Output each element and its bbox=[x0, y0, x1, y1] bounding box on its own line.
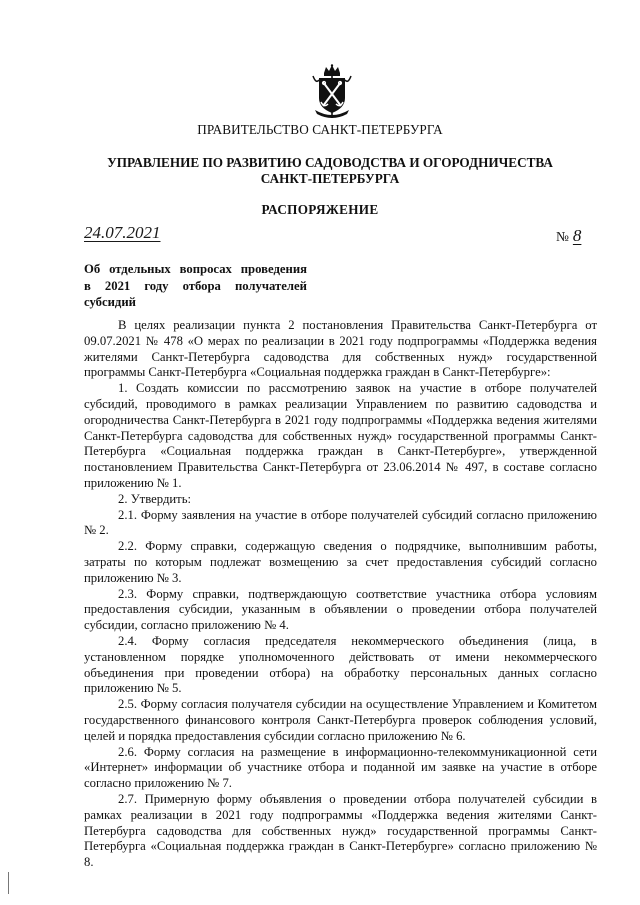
document-body bbox=[84, 318, 597, 871]
department-title-line1: УПРАВЛЕНИЕ ПО РАЗВИТИЮ САДОВОДСТВА И ОГОРОДНИЧЕСТВА bbox=[107, 155, 553, 170]
number-sign: № bbox=[556, 229, 569, 244]
government-title: ПРАВИТЕЛЬСТВО САНКТ-ПЕТЕРБУРГА bbox=[197, 122, 443, 137]
subject-line1: Об отдельных вопросах проведения bbox=[84, 262, 307, 276]
department-title-line2: САНКТ-ПЕТЕРБУРГА bbox=[260, 171, 400, 186]
scan-margin-mark bbox=[8, 872, 9, 894]
paragraph-item-1: 1. Создать комиссии по рассмотрению заявок на участие в отборе получателей субсидий, проводимого в рамках реализации Управлением по развитию садоводства и огородничества Санкт-Петербурга в 2021 году подпрограммы «Поддержка ведения жителями Санкт-Петербурга садоводства для собственных нужд» государственной программы Санкт-Петербурга «Социальная поддержка граждан в Санкт-Петербурге», утвержденной постановлением Правительства Санкт-Петербурга от 23.06.2014 № 497, в составе согласно приложению № 1. bbox=[84, 381, 597, 490]
paragraph-item-2-3: 2.3. Форму справки, подтверждающую соответствие участника отбора условиям предоставления субсидии, указанным в объявлении о проведении отбора получателей субсидии, согласно приложению № 4. bbox=[84, 586, 597, 633]
paragraph-item-2-2: 2.2. Форму справки, содержащую сведения о подрядчике, выполнившим работы, затраты по которым подлежат возмещению за счет предоставления субсидий согласно приложению № 3. bbox=[84, 539, 597, 585]
document-number bbox=[556, 226, 581, 246]
paragraph-item-2-1: 2.1. Форму заявления на участие в отборе получателей субсидий согласно приложению № 2. bbox=[84, 507, 597, 538]
subject-line2: в 2021 году отбора получателей bbox=[84, 278, 307, 293]
subject-line3: субсидий bbox=[84, 295, 136, 310]
paragraph-item-2-7: 2.7. Примерную форму объявления о проведении отбора получателей субсидии в рамках реализации в 2021 году подпрограммы «Поддержка ведения жителями Санкт-Петербурга садоводства для собственных нужд» государственной программы Санкт-Петербурга «Социальная поддержка граждан в Санкт-Петербурге» согласно приложению № 8. bbox=[84, 791, 597, 870]
number-value: 8 bbox=[572, 226, 582, 245]
paragraph-item-2-4: 2.4. Форму согласия председателя некоммерческого объединения (лица, в установленном порядке уполномоченного действовать от имени некоммерческого объединения при проведении отбора) на обработку персональных данных согласно приложению № 5. bbox=[84, 633, 597, 696]
coat-of-arms-icon bbox=[311, 64, 353, 120]
paragraph-item-2-5: 2.5. Форму согласия получателя субсидии на осуществление Управлением и Комитетом государственного финансового контроля Санкт-Петербурга проверок соблюдения условий, целей и порядка предоставления субсидии согласно приложению № 6. bbox=[84, 697, 597, 743]
department-title bbox=[60, 155, 600, 187]
paragraph-item-2: 2. Утвердить: bbox=[118, 491, 192, 506]
paragraph-preamble: В целях реализации пункта 2 постановления Правительства Санкт-Петербурга от 09.07.2021 № 478 «О мерах по реализации в 2021 году подпрограммы «Поддержка ведения жителями Санкт-Петербурга садоводства для собственных нужд» государственной программы Санкт-Петербурга «Социальная поддержка граждан в Санкт-Петербурге»: bbox=[84, 318, 597, 380]
document-date: 24.07.2021 bbox=[84, 223, 161, 242]
paragraph-item-2-6: 2.6. Форму согласия на размещение в информационно-телекоммуникационной сети «Интернет» информации об участнике отбора и поданной им заявке на участие в отборе согласно приложению № 7. bbox=[84, 744, 597, 791]
document-type: РАСПОРЯЖЕНИЕ bbox=[261, 202, 379, 217]
document-subject bbox=[84, 261, 307, 311]
